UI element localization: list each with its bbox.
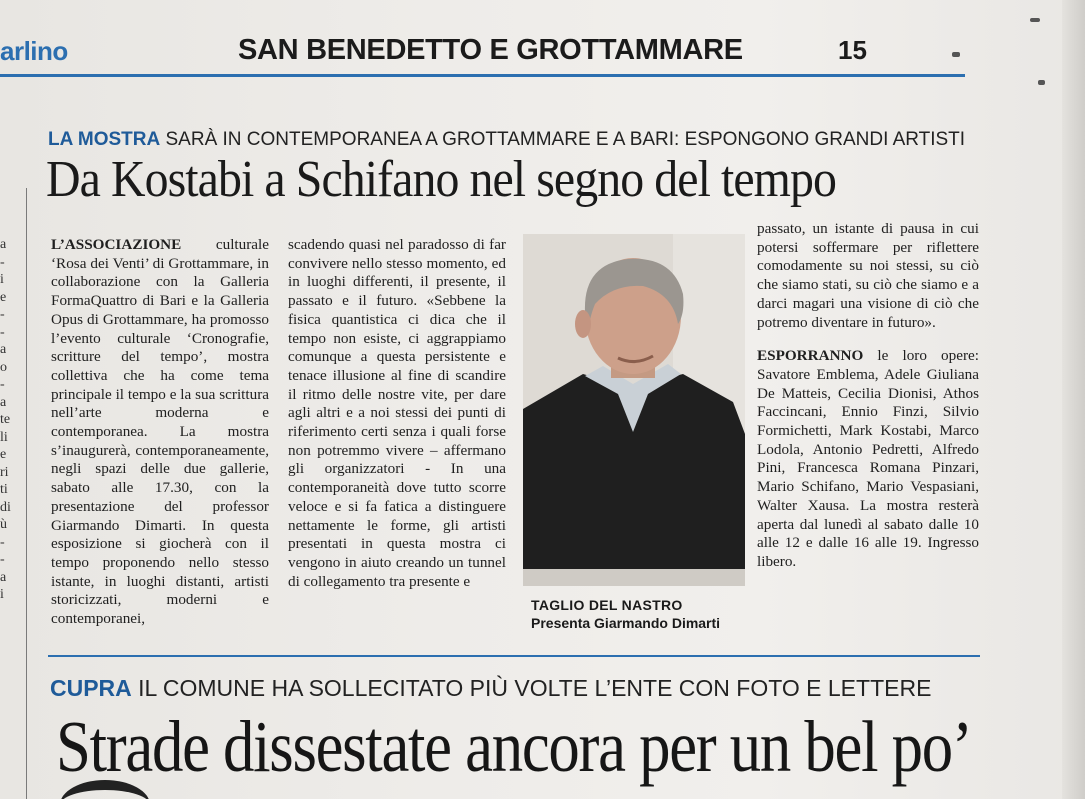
- adjacent-column-fragment: [0, 236, 20, 604]
- article-kicker: [48, 129, 965, 151]
- next-article-headline: Strade dissestate ancora per un bel po’: [56, 706, 972, 787]
- column-1-text: culturale ‘Rosa dei Venti’ di Grottammare, in collaborazione con la Galleria FormaQuattro di Bari e la Galleria Opus di Grottammare, ha promosso l’evento culturale ‘Cronografie, scritture del tempo’, mostra collettiva che ha come tema principale il tempo e la sua scrittura nell’arte moderna e contemporanea. La mostra s’inaugurerà, contemporaneamente, negli spazi delle due gallerie, sabato alle 17.30, con la presentazione del professor Giarmando Dimarti. In questa esposizione si giocherà con il tempo proponendo nello stesso istante, in luoghi distanti, artisti storicizzati, moderni e contemporanei,: [51, 236, 269, 628]
- kicker-text: SARÀ IN CONTEMPORANEA A GROTTAMMARE E A BARI: ESPONGONO GRANDI ARTISTI: [160, 129, 966, 150]
- masthead-fragment: arlino: [0, 36, 68, 66]
- article-column-1: [51, 236, 269, 629]
- page-number: 15: [838, 35, 867, 65]
- column-2-text: scadendo quasi nel paradosso di far convivere nello stesso momento, ed in luoghi differenti, il presente, il passato e il futuro. «Sebbene la fisica quantistica ci dica che il tempo non esiste, ci aggrappiamo comunque a questa persistente e tenace illusione al fine di scandire il ritmo delle nostre vite, per dare agli altri e a noi stessi dei punti di riferimento certi senza i quali forse non potremmo vivere – affermano gli organizzatori - In una contemporaneità dove tutto scorre veloce e si fa fatica a distinguere nettamente le forme, gli artisti presentati in questa mostra ci vengono in aiuto creando un tunnel di collegamento tra presente e: [288, 236, 506, 590]
- next-article-kicker: [50, 675, 931, 702]
- photo-caption-subtitle: Presenta Giarmando Dimarti: [531, 615, 721, 631]
- next-kicker-lead: CUPRA: [50, 675, 132, 701]
- fragment-line: -: [0, 324, 5, 340]
- column-1-lead: L’ASSOCIAZIONE: [51, 236, 182, 253]
- fragment-line: i: [0, 272, 4, 287]
- portrait-illustration: [523, 234, 745, 586]
- fragment-line: a: [0, 394, 7, 410]
- section-title: SAN BENEDETTO E GROTTAMMARE: [238, 34, 743, 66]
- fragment-line: ri: [0, 464, 9, 480]
- fragment-line: -: [0, 377, 5, 392]
- next-line-fragment: [60, 780, 220, 799]
- photo-caption-title: TAGLIO DEL NASTRO: [531, 597, 683, 613]
- fragment-line: a: [0, 342, 7, 357]
- fragment-line: e: [0, 447, 7, 462]
- article-column-2: [288, 236, 506, 591]
- fragment-line: li: [0, 429, 8, 445]
- column-3-text: passato, un istante di pausa in cui potersi soffermare per riflettere comodamente su noi stessi, su ciò che siamo stati, su ciò che siamo e a darci magari una visione di ciò che potremo diventare in futuro».: [757, 220, 979, 331]
- kicker-lead: LA MOSTRA: [48, 129, 161, 150]
- column-3-lead: ESPORRANNO: [757, 347, 864, 365]
- fragment-line: o: [0, 359, 7, 375]
- fragment-line: di: [0, 499, 11, 515]
- article-photo: [523, 234, 745, 586]
- header-rule: [0, 74, 965, 77]
- column-3-text-2: le loro opere: Savatore Emblema, Adele Giuliana De Matteis, Cecilia Dionisi, Athos Faccincani, Ennio Finzi, Silvio Formichetti, Mark Kostabi, Marco Lodola, Antonio Pedretti, Alfredo Pini, Francesca Romana Pinzari, Mario Schifano, Mario Vespasiani, Walter Xausa. La mostra resterà aperta dal lunedì al sabato dalle 10 alle 12 e dalle 16 alle 19. Ingresso libero.: [757, 347, 979, 570]
- section-rule: [48, 655, 980, 657]
- fragment-line: -: [0, 254, 5, 270]
- fragment-line: ù: [0, 517, 7, 532]
- fragment-line: e: [0, 289, 7, 305]
- article-column-3: [757, 220, 979, 572]
- fragment-line: te: [0, 412, 11, 427]
- paper-speck: [1030, 18, 1040, 22]
- fragment-line: a: [0, 569, 7, 585]
- fragment-line: -: [0, 307, 5, 322]
- fragment-line: i: [0, 587, 4, 602]
- fragment-line: -: [0, 534, 5, 550]
- fragment-line: a: [0, 237, 7, 252]
- article-headline: Da Kostabi a Schifano nel segno del tempo: [46, 151, 836, 208]
- fragment-line: -: [0, 552, 5, 567]
- column-divider: [26, 188, 27, 799]
- fragment-line: ti: [0, 482, 8, 497]
- page-edge-shadow: [1062, 0, 1085, 799]
- paper-speck: [1038, 80, 1045, 85]
- next-kicker-text: IL COMUNE HA SOLLECITATO PIÙ VOLTE L’ENTE CON FOTO E LETTERE: [131, 675, 932, 701]
- paper-speck: [952, 52, 960, 57]
